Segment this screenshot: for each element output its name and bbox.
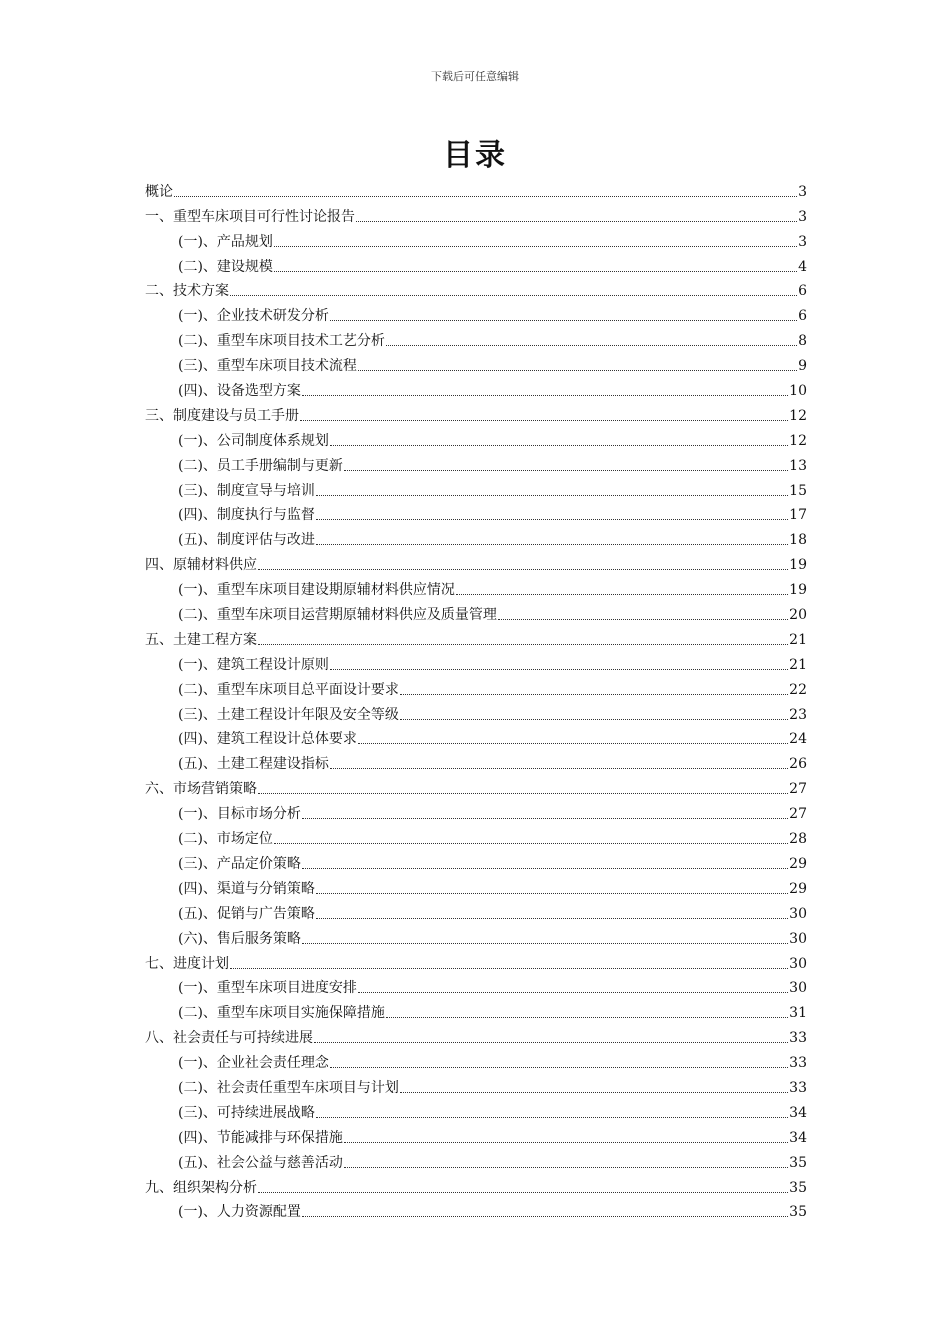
toc-dot-leader <box>316 544 788 545</box>
toc-entry-title: (五)、促销与广告策略 <box>178 905 315 922</box>
toc-dot-leader <box>274 271 797 272</box>
toc-entry[interactable] <box>145 201 807 226</box>
toc-page-number: 6 <box>798 308 807 325</box>
toc-dot-leader <box>230 295 797 296</box>
toc-dot-leader <box>358 743 788 744</box>
toc-dot-leader <box>258 793 788 794</box>
toc-dot-leader <box>258 644 788 645</box>
toc-page-number: 34 <box>789 1129 807 1146</box>
toc-entry[interactable] <box>145 475 807 500</box>
toc-dot-leader <box>258 569 788 570</box>
toc-page-number: 19 <box>789 582 807 599</box>
toc-entry-title: 五、土建工程方案 <box>145 631 257 648</box>
toc-page-number: 12 <box>789 407 807 424</box>
toc-dot-leader <box>400 719 788 720</box>
toc-entry-title: (二)、社会责任重型车床项目与计划 <box>178 1079 399 1096</box>
toc-entry-title: 概论 <box>145 183 173 200</box>
toc-entry[interactable] <box>145 624 807 649</box>
toc-entry[interactable] <box>145 923 807 948</box>
toc-entry[interactable] <box>145 848 807 873</box>
toc-entry[interactable] <box>145 674 807 699</box>
toc-entry-title: 三、制度建设与员工手册 <box>145 407 299 424</box>
toc-dot-leader <box>330 320 797 321</box>
toc-dot-leader <box>274 843 788 844</box>
toc-entry[interactable] <box>145 1097 807 1122</box>
toc-page-number: 35 <box>789 1154 807 1171</box>
toc-entry[interactable] <box>145 798 807 823</box>
toc-dot-leader <box>302 818 788 819</box>
toc-page-number: 34 <box>789 1104 807 1121</box>
toc-page-number: 8 <box>798 333 807 350</box>
toc-dot-leader <box>302 395 788 396</box>
toc-page-number: 22 <box>789 681 807 698</box>
toc-page-number: 6 <box>798 283 807 300</box>
toc-page-number: 17 <box>789 507 807 524</box>
table-of-contents <box>145 176 807 1221</box>
toc-page-number: 3 <box>798 208 807 225</box>
toc-entry[interactable] <box>145 276 807 301</box>
toc-dot-leader <box>400 694 788 695</box>
toc-entry[interactable] <box>145 649 807 674</box>
page-title: 目录 <box>443 138 507 173</box>
toc-dot-leader <box>316 519 788 520</box>
toc-entry-title: 八、社会责任与可持续进展 <box>145 1030 313 1047</box>
toc-entry[interactable] <box>145 425 807 450</box>
toc-entry[interactable] <box>145 748 807 773</box>
page-header: 下载后可任意编辑 <box>431 70 519 83</box>
toc-entry-title: 二、技术方案 <box>145 283 229 300</box>
toc-entry[interactable] <box>145 176 807 201</box>
toc-dot-leader <box>230 968 788 969</box>
toc-entry-title: (一)、企业社会责任理念 <box>178 1055 329 1072</box>
toc-dot-leader <box>330 768 788 769</box>
toc-entry-title: 七、进度计划 <box>145 955 229 972</box>
toc-dot-leader <box>358 370 797 371</box>
toc-entry[interactable] <box>145 1047 807 1072</box>
toc-entry-title: 四、原辅材料供应 <box>145 557 257 574</box>
toc-dot-leader <box>302 1216 788 1217</box>
toc-dot-leader <box>316 893 788 894</box>
toc-entry[interactable] <box>145 549 807 574</box>
toc-page-number: 35 <box>789 1204 807 1221</box>
toc-dot-leader <box>314 1042 788 1043</box>
toc-entry[interactable] <box>145 773 807 798</box>
toc-dot-leader <box>330 445 788 446</box>
toc-entry-title: (五)、土建工程建设指标 <box>178 756 329 773</box>
toc-entry[interactable] <box>145 724 807 749</box>
toc-page-number: 21 <box>789 656 807 673</box>
toc-page-number: 4 <box>798 258 807 275</box>
toc-entry[interactable] <box>145 898 807 923</box>
toc-entry-title: 九、组织架构分析 <box>145 1179 257 1196</box>
toc-entry-title: (一)、建筑工程设计原则 <box>178 656 329 673</box>
toc-entry-title: (二)、重型车床项目实施保障措施 <box>178 1005 385 1022</box>
toc-entry[interactable] <box>145 1197 807 1222</box>
toc-dot-leader <box>316 495 788 496</box>
toc-dot-leader <box>330 1067 788 1068</box>
toc-entry[interactable] <box>145 699 807 724</box>
toc-page-number: 12 <box>789 432 807 449</box>
toc-page-number: 35 <box>789 1179 807 1196</box>
toc-entry[interactable] <box>145 300 807 325</box>
toc-entry-title: (四)、建筑工程设计总体要求 <box>178 731 357 748</box>
toc-entry[interactable] <box>145 948 807 973</box>
toc-entry[interactable] <box>145 400 807 425</box>
toc-entry[interactable] <box>145 1072 807 1097</box>
toc-entry[interactable] <box>145 599 807 624</box>
toc-entry[interactable] <box>145 1147 807 1172</box>
toc-page-number: 13 <box>789 457 807 474</box>
toc-dot-leader <box>258 1192 788 1193</box>
toc-entry-title: (五)、制度评估与改进 <box>178 532 315 549</box>
toc-page-number: 27 <box>789 806 807 823</box>
toc-entry[interactable] <box>145 997 807 1022</box>
toc-page-number: 28 <box>789 831 807 848</box>
toc-page-number: 30 <box>789 955 807 972</box>
toc-entry-title: (一)、重型车床项目建设期原辅材料供应情况 <box>178 582 455 599</box>
toc-entry-title: (三)、可持续进展战略 <box>178 1104 315 1121</box>
toc-page-number: 18 <box>789 532 807 549</box>
toc-entry[interactable] <box>145 450 807 475</box>
toc-dot-leader <box>274 246 797 247</box>
toc-page-number: 30 <box>789 930 807 947</box>
toc-page-number: 26 <box>789 756 807 773</box>
toc-entry-title: (一)、人力资源配置 <box>178 1204 301 1221</box>
toc-entry[interactable] <box>145 524 807 549</box>
toc-entry-title: (二)、重型车床项目总平面设计要求 <box>178 681 399 698</box>
toc-entry-title: (一)、企业技术研发分析 <box>178 308 329 325</box>
toc-page-number: 24 <box>789 731 807 748</box>
toc-page-number: 21 <box>789 631 807 648</box>
toc-page-number: 10 <box>789 383 807 400</box>
toc-page-number: 3 <box>798 183 807 200</box>
toc-entry[interactable] <box>145 1122 807 1147</box>
toc-page-number: 31 <box>789 1005 807 1022</box>
toc-page-number: 9 <box>798 358 807 375</box>
toc-entry[interactable] <box>145 325 807 350</box>
toc-page-number: 30 <box>789 905 807 922</box>
toc-dot-leader <box>316 918 788 919</box>
toc-entry-title: 六、市场营销策略 <box>145 781 257 798</box>
toc-entry[interactable] <box>145 823 807 848</box>
toc-page-number: 33 <box>789 1055 807 1072</box>
toc-dot-leader <box>316 1117 788 1118</box>
toc-page-number: 27 <box>789 781 807 798</box>
toc-entry-title: (三)、重型车床项目技术流程 <box>178 358 357 375</box>
toc-dot-leader <box>302 868 788 869</box>
toc-entry-title: (一)、重型车床项目进度安排 <box>178 980 357 997</box>
toc-page-number: 33 <box>789 1079 807 1096</box>
toc-entry-title: (二)、市场定位 <box>178 831 273 848</box>
toc-dot-leader <box>302 943 788 944</box>
toc-entry[interactable] <box>145 574 807 599</box>
toc-entry[interactable] <box>145 251 807 276</box>
toc-entry[interactable] <box>145 500 807 525</box>
toc-entry-title: (五)、社会公益与慈善活动 <box>178 1154 343 1171</box>
toc-entry-title: (一)、产品规划 <box>178 233 273 250</box>
toc-page-number: 33 <box>789 1030 807 1047</box>
toc-page-number: 19 <box>789 557 807 574</box>
toc-entry-title: (二)、建设规模 <box>178 258 273 275</box>
toc-dot-leader <box>174 196 797 197</box>
toc-page-number: 3 <box>798 233 807 250</box>
toc-dot-leader <box>498 619 788 620</box>
toc-page-number: 15 <box>789 482 807 499</box>
toc-page-number: 20 <box>789 607 807 624</box>
toc-dot-leader <box>344 1167 788 1168</box>
toc-entry[interactable] <box>145 350 807 375</box>
toc-page-number: 29 <box>789 880 807 897</box>
toc-entry-title: (四)、制度执行与监督 <box>178 507 315 524</box>
toc-entry-title: (一)、公司制度体系规划 <box>178 432 329 449</box>
toc-entry-title: (二)、重型车床项目技术工艺分析 <box>178 333 385 350</box>
toc-entry[interactable] <box>145 1172 807 1197</box>
toc-page-number: 30 <box>789 980 807 997</box>
toc-dot-leader <box>456 594 788 595</box>
toc-entry-title: (四)、设备选型方案 <box>178 383 301 400</box>
toc-entry-title: (六)、售后服务策略 <box>178 930 301 947</box>
toc-entry[interactable] <box>145 1022 807 1047</box>
toc-entry[interactable] <box>145 226 807 251</box>
toc-page-number: 23 <box>789 706 807 723</box>
toc-entry[interactable] <box>145 873 807 898</box>
toc-entry-title: (四)、节能减排与环保措施 <box>178 1129 343 1146</box>
toc-entry-title: (二)、重型车床项目运营期原辅材料供应及质量管理 <box>178 607 497 624</box>
toc-entry-title: (一)、目标市场分析 <box>178 806 301 823</box>
toc-dot-leader <box>344 1142 788 1143</box>
toc-entry-title: (三)、制度宣导与培训 <box>178 482 315 499</box>
toc-dot-leader <box>300 420 788 421</box>
toc-dot-leader <box>358 992 788 993</box>
toc-entry[interactable] <box>145 375 807 400</box>
toc-dot-leader <box>356 221 797 222</box>
toc-entry-title: (三)、土建工程设计年限及安全等级 <box>178 706 399 723</box>
toc-entry[interactable] <box>145 973 807 998</box>
toc-dot-leader <box>330 669 788 670</box>
toc-page-number: 29 <box>789 855 807 872</box>
toc-dot-leader <box>400 1092 788 1093</box>
toc-entry-title: (四)、渠道与分销策略 <box>178 880 315 897</box>
toc-dot-leader <box>386 1017 788 1018</box>
toc-entry-title: 一、重型车床项目可行性讨论报告 <box>145 208 355 225</box>
toc-dot-leader <box>344 470 788 471</box>
toc-dot-leader <box>386 345 797 346</box>
toc-entry-title: (二)、员工手册编制与更新 <box>178 457 343 474</box>
toc-entry-title: (三)、产品定价策略 <box>178 855 301 872</box>
